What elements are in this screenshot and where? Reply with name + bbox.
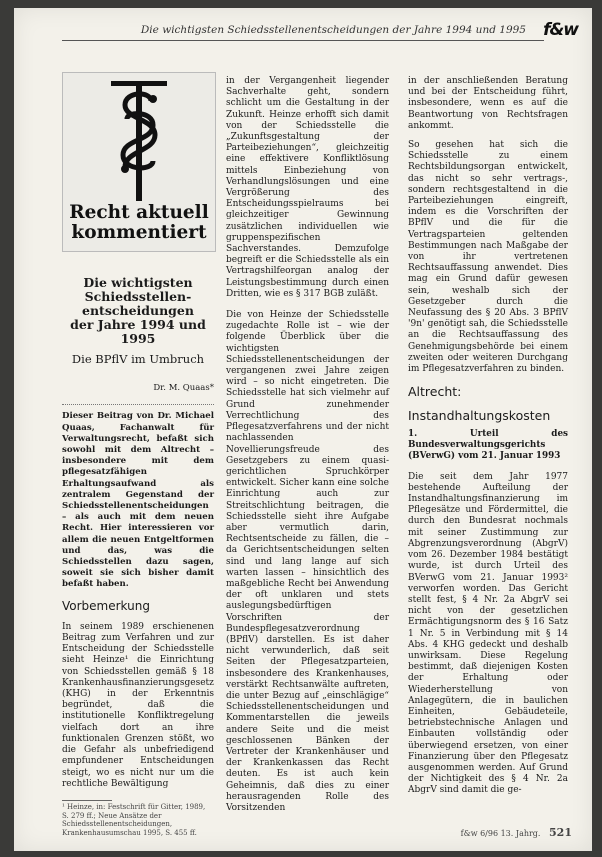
article-title-line-3: entscheidungen xyxy=(82,303,194,318)
paragraph-staff-icon xyxy=(99,75,179,203)
footnote xyxy=(62,800,214,837)
body-paragraph: In seinem 1989 erschienenen Beitrag zum Verfahren und zur Entscheidung der Schiedsstelle sieht Heinze¹ die Einrichtung von Schiedsstellen gemäß § 18 Krankenhausfinanzierungsgesetz (KHG) in der Erkenntnis begründet, daß die institutionelle Konfliktregelung vielfach dort an ihre funktionalen Grenzen stößt, wo die Gefahr als unbefriedigend empfundener Entscheidungen steigt, wo es nicht nur um die rechtliche Bewältigung xyxy=(62,621,214,789)
body-paragraph: in der Vergangenheit liegender Sachverhalte geht, sondern schlicht um die Gestaltung in der Zukunft. Heinze erhofft sich damit von der Schiedsstelle die „Zukunftsgestaltung der Parteibeziehungen“, gleichzeitig eine effektivere Konfliktlösung mittels Einbeziehung von Verhandlungslösungen und eine Vergrößerung des Entscheidungsspielraums bei gleichzeitiger Gewinnung zusätzlichen individuellen wie gruppenspezifischen Sachverstandes. Demzufolge begreift er die Schiedsstelle als ein Vertragshilfeorgan analog der Leistungsbestimmung durch einen Dritten, wie es § 317 BGB zuläßt. xyxy=(226,76,389,299)
column-2 xyxy=(226,76,389,824)
recht-aktuell-emblem xyxy=(62,72,216,252)
section-heading-line-1: Altrecht: xyxy=(408,384,462,400)
dotted-divider xyxy=(62,404,214,405)
column-3 xyxy=(408,76,568,807)
footnote-text: ¹ Heinze, in: Festschrift für Gitter, 1989, S. 279 ff.; Neue Ansätze der Schiedsstellenentscheidungen, Krankenhausumschau 1995, S. 455 ff. xyxy=(62,803,206,837)
header-rule xyxy=(62,40,544,41)
body-paragraph: Die seit dem Jahr 1977 bestehende Aufteilung der Instandhaltungsfinanzierung im Pflegesätze und Fördermittel, die durch den Bundesrat nochmals mit seiner Zustimmung zur Abgrenzungsverordnung (AbgrV) vom 26. Dezember 1984 bestätigt wurde, ist durch Urteil des BVerwG vom 21. Januar 1993² verworfen worden. Das Gericht stellt fest, § 4 Nr. 2a AbgrV sei nicht von der gesetzlichen Ermächtigungsnorm des § 16 Satz 1 Nr. 5 in Verbindung mit § 14 Abs. 4 KHG gedeckt und deshalb unwirksam. Diese Regelung bestimmt, daß diejenigen Kosten der Erhaltung oder Wiederherstellung von Anlagegütern, die in baulichen Einheiten, Gebäudeteile, betriebstechnische Anlagen und Einbauten vollständig oder überwiegend ersetzen, von einer Finanzierung über den Pflegesatz ausgenommen werden. Auf Grund der Nichtigkeit des § 4 Nr. 2a AbgrV sind damit die ge- xyxy=(408,471,568,796)
body-paragraph: Die von Heinze der Schiedsstelle zugedachte Rolle ist – wie der folgende Überblick über die wichtigsten Schiedsstellenentscheidungen der vergangenen zwei Jahre zeigen wird – so nicht eingetreten. Die Schiedsstelle hat sich vielmehr auf Grund zunehmender Verrechtlichung des Pflegesatzverfahrens und der nicht nachlassenden Novellierungsfreude des Gesetzgebers zu einem quasi-gerichtlichen Spruchkörper entwickelt. Sicher kann eine solche Einrichtung auch zur Streitschlichtung beitragen, die Schiedsstelle sieht ihre Aufgabe aber vermutlich darin, Rechtsentscheide zu fällen, die – da Gerichtsentscheidungen selten sind und lang lange auf sich warten lassen – hinsichtlich des maßgebliche Recht bei Anwendung der oft unklaren und stets auslegungsbedürftigen Vorschriften der Bundespflegesatzverordnung (BPflV) darstellen. Es ist daher nicht verwunderlich, daß seit Seiten der Pflegesatzparteien, insbesondere des Krankenhauses, verstärkt Rechtsanwälte auftreten, die unter Bezug auf „einschlägige“ Schiedsstellenentscheidungen und Kommentarstellen die jeweils andere Seite und die meist geschlossenen Bänken der Vertreter der Krankenhäuser und der Krankenkassen das Recht deuten. Es ist auch kein Geheimnis, daß dies zu einer herausragenden Rolle des Vorsitzenden xyxy=(226,310,389,813)
section-heading-vorbemerkung: Vorbemerkung xyxy=(62,598,150,613)
section-heading-altrecht xyxy=(408,385,568,423)
article-title-line-1: Die wichtigsten xyxy=(83,275,193,290)
column-1 xyxy=(62,72,214,800)
article-title-block xyxy=(62,276,214,365)
running-title: Die wichtigsten Schiedsstellenentscheidungen der Jahre 1994 und 1995 xyxy=(140,24,526,36)
article-title-line-4: der Jahre 1994 und 1995 xyxy=(70,317,206,346)
body-paragraph: So gesehen hat sich die Schiedsstelle zu einem Rechtsbildungsorgan entwickelt, das nicht so sehr vertrags-, sondern rechtsgestaltend in die Parteibeziehungen eingreift, indem es die Vorschriften der BPflV und die für die Vertragsparteien geltenden Bestimmungen nach Maßgabe der von ihr vertretenen Rechtsauffassung anwendet. Dies mag ein Grund dafür gewesen sein, weshalb sich der Gesetzgeber durch die Neufassung des § 20 Abs. 3 BPflV '9n' genötigt sah, die Schiedsstelle an die Rechtsauffassung des Genehmigungsbehörde bei einem zweiten oder weiteren Durchgang im Pflegesatzverfahren zu binden. xyxy=(408,140,568,375)
brand-title xyxy=(63,203,215,243)
journal-issue: f&w 6/96 13. Jahrg. xyxy=(460,829,541,838)
author-name: Dr. M. Quaas* xyxy=(153,383,214,394)
section-heading-line-2: Instandhaltungskosten xyxy=(408,408,551,424)
subsection-heading: 1. Urteil des Bundesverwaltungsgerichts (BVerwG) vom 21. Januar 1993 xyxy=(408,429,568,461)
page-number: 521 xyxy=(549,826,572,839)
article-subtitle: Die BPflV im Umbruch xyxy=(71,352,205,366)
running-header xyxy=(14,22,592,44)
document-page xyxy=(14,8,592,851)
brand-line-1: Recht aktuell xyxy=(69,202,209,223)
article-title-line-2: Schiedsstellen- xyxy=(84,289,192,304)
journal-logo: f&w xyxy=(543,20,578,40)
footnote-rule xyxy=(62,800,112,801)
article-abstract: Dieser Beitrag von Dr. Michael Quaas, Fachanwalt für Verwaltungsrecht, befaßt sich sowohl mit dem Altrecht – insbesondere mit dem pflegesatzfähigen Erhaltungsaufwand als zentralem Gegenstand der Schiedsstellenentscheidungen – als auch mit dem neuen Recht. Hier interessieren vor allem die neuen Entgeltformen und das, was die Schiedsstellen dazu sagen, soweit sie sich bisher damit befaßt haben. xyxy=(62,411,214,590)
body-paragraph: in der anschließenden Beratung und bei der Entscheidung führt, insbesondere, wenn es auf die Beantwortung von Rechtsfragen ankommt. xyxy=(408,76,568,131)
brand-line-2: kommentiert xyxy=(71,222,207,243)
page-footer xyxy=(461,826,572,839)
